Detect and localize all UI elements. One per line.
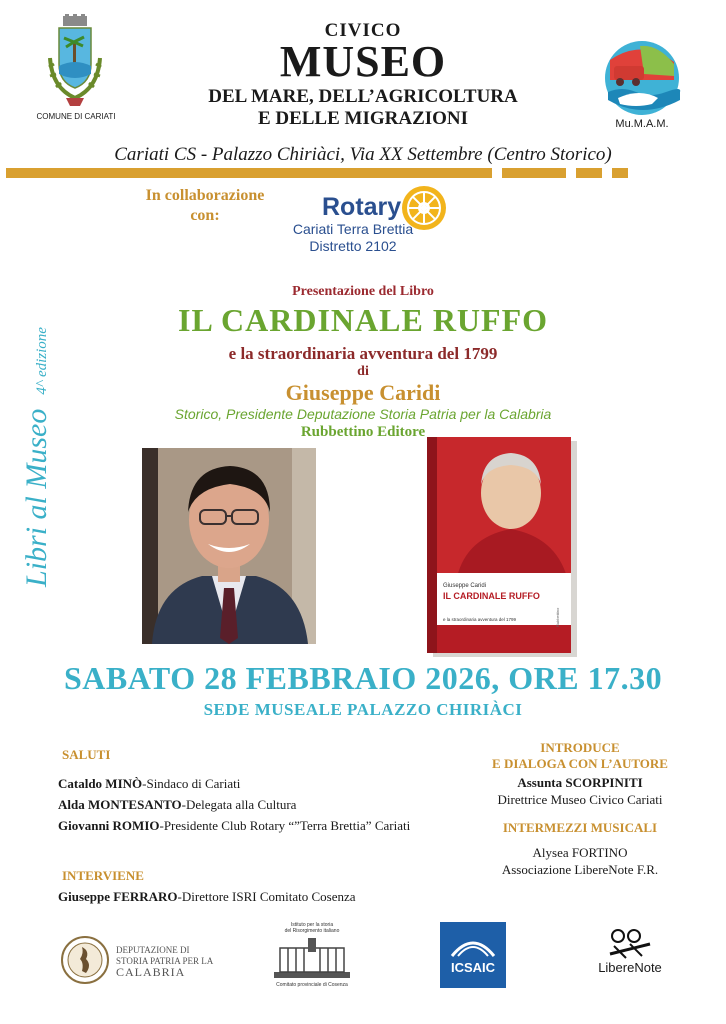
- mumam-logo-icon: [600, 36, 684, 120]
- saluti-heading: SALUTI: [62, 747, 111, 762]
- saluti-person: [58, 776, 240, 792]
- by-label: di: [357, 364, 369, 379]
- comune-label: COMUNE DI CARIATI: [36, 112, 116, 121]
- saluti-person-role: -Delegata alla Cultura: [181, 797, 297, 812]
- presentation-label: Presentazione del Libro: [292, 284, 434, 299]
- cover-author: Giuseppe Caridi: [443, 583, 487, 589]
- author-role: Storico, Presidente Deputazione Storia Patria per la Calabria: [174, 406, 552, 422]
- intermezzi-heading: INTERMEZZI MUSICALI: [502, 820, 658, 835]
- music-notes-icon: [600, 926, 660, 960]
- saluti-person-name: Cataldo MINÒ: [58, 776, 143, 791]
- introduce-heading: INTRODUCE E DIALOGA CON L’AUTORE: [492, 740, 668, 771]
- cover-spine-publisher: Rubbettino: [555, 607, 560, 627]
- header-subtitle-2: E DELLE MIGRAZIONI: [257, 108, 469, 129]
- divider-bar-segment: [612, 168, 628, 178]
- book-title: IL CARDINALE RUFFO: [177, 302, 549, 338]
- author-photo: [142, 448, 316, 644]
- monument-icon: [270, 936, 354, 980]
- deputazione-text: DEPUTAZIONE DI STORIA PATRIA PER LA CALABRIA: [116, 945, 214, 979]
- icsaic-logo: ICSAIC: [440, 922, 506, 988]
- cover-title: IL CARDINALE RUFFO: [443, 591, 540, 601]
- icsaic-arc-icon: [440, 930, 506, 960]
- cover-subtitle: e la straordinaria avventura del 1799: [443, 617, 517, 622]
- saluti-person-role: -Sindaco di Cariati: [142, 776, 241, 791]
- interviene-name: Giuseppe FERRARO: [58, 889, 178, 904]
- book-cover: [427, 437, 577, 657]
- introduce-role: Direttrice Museo Civico Cariati: [497, 792, 663, 807]
- header-museo: MUSEO: [279, 37, 447, 86]
- event-venue: SEDE MUSEALE PALAZZO CHIRIÀCI: [203, 700, 523, 719]
- rotary-word: Rotary: [322, 193, 402, 221]
- series-title: Libri al Museo4^ edizione: [20, 327, 53, 587]
- istituto-logo: Istituto per la storia del Risorgimento italiano Comitato provinciale di Cosenza: [262, 922, 362, 988]
- saluti-person-name: Giovanni ROMIO: [58, 818, 160, 833]
- header-civico: CIVICO: [324, 20, 402, 41]
- header-address: Cariati CS - Palazzo Chiriàci, Via XX Settembre (Centro Storico): [114, 144, 612, 165]
- rotary-club-name: Cariati Terra Brettia Distretto 2102: [292, 221, 414, 254]
- deputazione-logo-icon: [60, 935, 110, 985]
- event-date-time: SABATO 28 FEBBRAIO 2026, ORE 17.30: [63, 660, 663, 696]
- saluti-person: [58, 818, 410, 834]
- header-subtitle-1: DEL MARE, DELL’AGRICOLTURA: [208, 86, 518, 107]
- interviene-heading: INTERVIENE: [62, 868, 144, 883]
- publisher: Rubbettino Editore: [300, 424, 426, 440]
- mumam-label: Mu.M.A.M.: [615, 118, 669, 130]
- divider-bar-segment: [576, 168, 602, 178]
- liberenote-logo: LibereNote: [590, 926, 670, 975]
- saluti-person: [58, 797, 296, 813]
- divider-bar: [6, 168, 492, 178]
- intermezzi-role: Associazione LibereNote F.R.: [501, 862, 659, 877]
- intermezzi-name: Alysea FORTINO: [532, 845, 628, 860]
- saluti-person-role: -Presidente Club Rotary “”Terra Brettia” Cariati: [159, 818, 411, 833]
- collaboration-label: In collaborazione con:: [145, 187, 265, 224]
- divider-bar-segment: [502, 168, 566, 178]
- introduce-name: Assunta SCORPINITI: [517, 775, 643, 790]
- saluti-person-name: Alda MONTESANTO: [58, 797, 182, 812]
- author-name: Giuseppe Caridi: [285, 380, 441, 405]
- book-subtitle: e la straordinaria avventura del 1799: [228, 344, 498, 363]
- interviene-role: -Direttore ISRI Comitato Cosenza: [177, 889, 356, 904]
- interviene-person: [58, 889, 356, 905]
